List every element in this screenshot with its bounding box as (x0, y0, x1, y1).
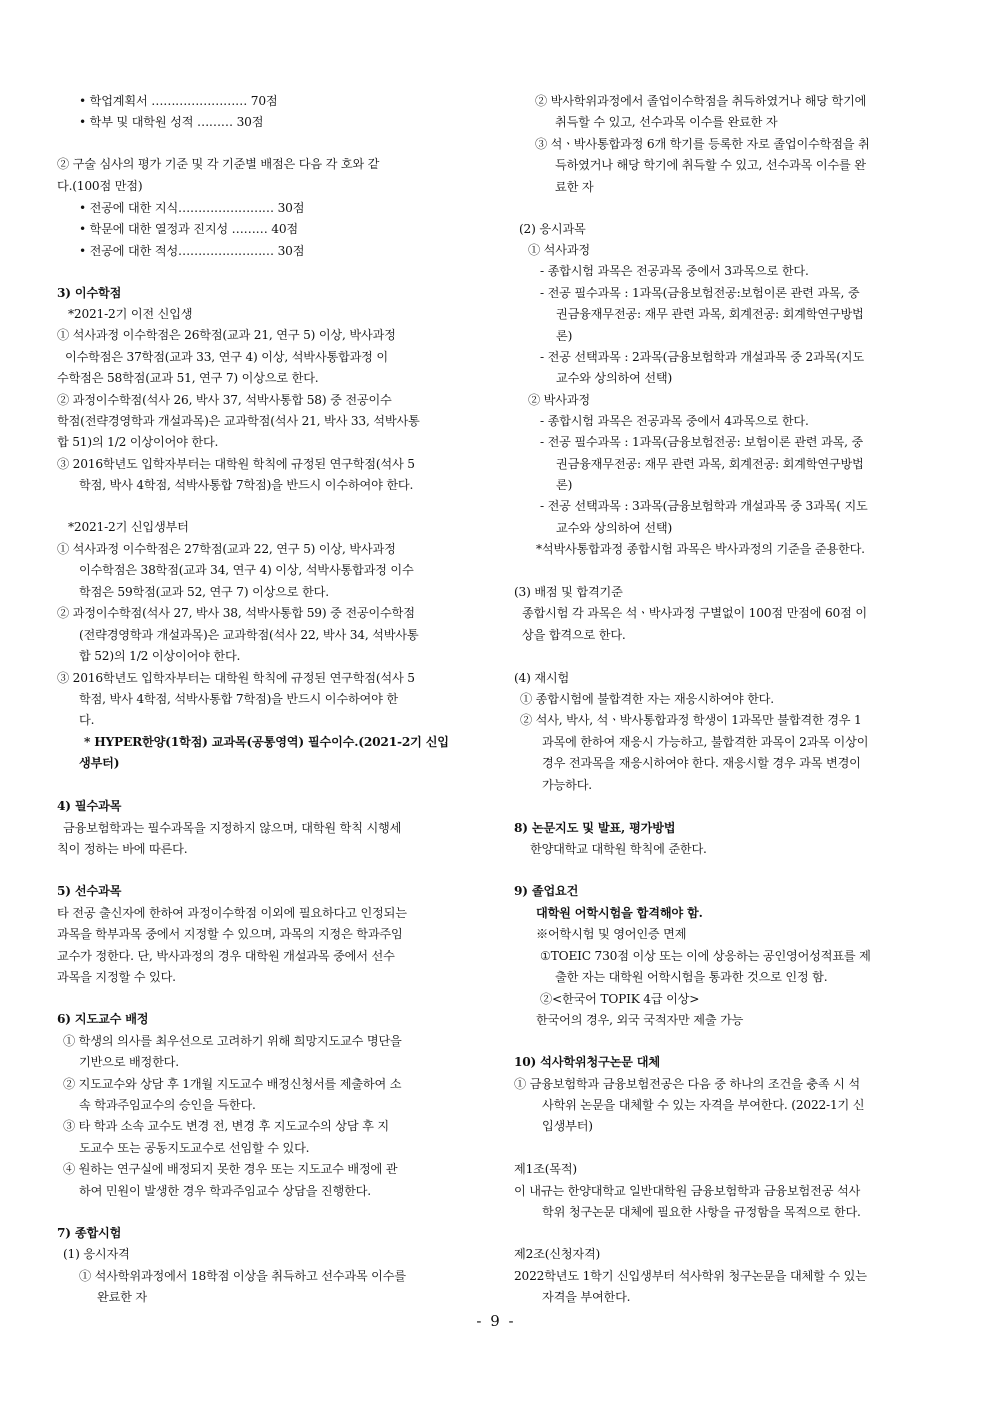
text-line: 하여 민원이 발생한 경우 학과주임교수 상담을 진행한다. (79, 1184, 371, 1198)
text-line: ③ 2016학년도 입학자부터는 대학원 학칙에 규정된 연구학점(석사 5 (57, 457, 415, 471)
section-heading: 9) 졸업요건 (514, 884, 579, 898)
section-heading: 3) 이수학점 (57, 286, 122, 300)
text-line: ② 과정이수학점(석사 27, 박사 38, 석박사통합 59) 중 전공이수학점 (57, 606, 415, 620)
text-line: ①TOEIC 730점 이상 또는 이에 상응하는 공인영어성적표를 제 (540, 949, 871, 963)
text-line: - 종합시험 과목은 전공과목 중에서 4과목으로 한다. (540, 414, 809, 428)
text-line: - 전공 선택과목 : 2과목(금융보험학과 개설과목 중 2과목(지도 (540, 350, 864, 364)
section-heading: 대학원 어학시험을 합격해야 함. (536, 906, 703, 920)
text-line: 교수가 정한다. 단, 박사과정의 경우 대학원 개설과목 중에서 선수 (57, 949, 395, 963)
text-line: ③ 2016학년도 입학자부터는 대학원 학칙에 규정된 연구학점(석사 5 (57, 671, 415, 685)
section-heading: 5) 선수과목 (57, 884, 122, 898)
text-line: 다. (79, 713, 95, 727)
text-line: 다.(100점 만점) (57, 179, 143, 193)
text-line: ① 학생의 의사를 최우선으로 고려하기 위해 희망지도교수 명단을 (63, 1034, 402, 1048)
text-line: 한양대학교 대학원 학칙에 준한다. (530, 842, 707, 856)
text-line: 경우 전과목을 재응시하여야 한다. 재응시할 경우 과목 변경이 (542, 756, 861, 770)
text-line: 상을 합격으로 한다. (522, 628, 626, 642)
text-line: ① 석사과정 이수학점은 26학점(교과 21, 연구 5) 이상, 박사과정 (57, 328, 396, 342)
text-line: 제2조(신청자격) (514, 1247, 601, 1261)
text-line: *2021-2기 신입생부터 (68, 520, 189, 534)
text-line: ③ 석ㆍ박사통합과정 6개 학기를 등록한 자로 졸업이수학점을 취 (535, 137, 870, 151)
text-line: 사학위 논문을 대체할 수 있는 자격을 부여한다. (2022-1기 신 (542, 1098, 865, 1112)
text-line: 한국어의 경우, 외국 국적자만 제출 가능 (536, 1013, 744, 1027)
section-heading: 7) 종합시험 (57, 1226, 122, 1240)
text-line: • 학업계획서 …………………… 70점 (79, 94, 278, 108)
text-line: ②<한국어 TOPIK 4급 이상> (540, 992, 700, 1006)
section-heading: 6) 지도교수 배정 (57, 1012, 149, 1026)
text-line: 타 전공 출신자에 한하여 과정이수학점 이외에 필요하다고 인정되는 (57, 906, 407, 920)
text-line: ① 석사과정 (528, 243, 590, 257)
text-line: 료한 자 (555, 180, 594, 194)
text-line: 합 51)의 1/2 이상이어야 한다. (57, 435, 219, 449)
text-line: 교수와 상의하여 선택) (556, 371, 673, 385)
text-line: - 전공 필수과목 : 1과목(금융보험전공:보험이론 관련 과목, 중 (540, 286, 860, 300)
text-line: 과목에 한하여 재응시 가능하고, 불합격한 과목이 2과목 이상이 (542, 735, 869, 749)
text-line: 이 내규는 한양대학교 일반대학원 금융보험학과 금융보험전공 석사 (514, 1184, 861, 1198)
text-line: 득하였거나 해당 학기에 취득할 수 있고, 선수과목 이수를 완 (555, 158, 866, 172)
text-line: 이수학점은 37학점(교과 33, 연구 4) 이상, 석박사통합과정 이 (65, 350, 388, 364)
text-line: • 학문에 대한 열정과 진지성 ……… 40점 (79, 222, 298, 236)
section-heading: * HYPER한양(1학점) 교과목(공통영역) 필수이수.(2021-2기 신입 (84, 735, 449, 749)
text-line: - 종합시험 과목은 전공과목 중에서 3과목으로 한다. (540, 264, 809, 278)
text-line: ④ 원하는 연구실에 배정되지 못한 경우 또는 지도교수 배정에 관 (63, 1162, 398, 1176)
text-line: 도교수 또는 공동지도교수로 선임할 수 있다. (79, 1141, 310, 1155)
text-line: 권금융재무전공: 재무 관련 과목, 회계전공: 회계학연구방법 (556, 307, 864, 321)
text-line: 취득할 수 있고, 선수과목 이수를 완료한 자 (555, 115, 778, 129)
text-line: ① 석사학위과정에서 18학점 이상을 취득하고 선수과목 이수를 (79, 1269, 406, 1283)
text-line: 자격을 부여한다. (542, 1290, 631, 1304)
text-line: (4) 재시험 (514, 671, 570, 685)
text-line: 종합시험 각 과목은 석ㆍ박사과정 구별없이 100점 만점에 60점 이 (522, 606, 867, 620)
text-line: ③ 타 학과 소속 교수도 변경 전, 변경 후 지도교수의 상담 후 지 (63, 1119, 389, 1133)
text-line: 합 52)의 1/2 이상이어야 한다. (79, 649, 241, 663)
text-line: ② 석사, 박사, 석ㆍ박사통합과정 학생이 1과목만 불합격한 경우 1 (520, 713, 862, 727)
text-line: 입생부터) (542, 1119, 593, 1133)
text-line: ① 석사과정 이수학점은 27학점(교과 22, 연구 5) 이상, 박사과정 (57, 542, 396, 556)
text-line: 속 학과주임교수의 승인을 득한다. (79, 1098, 256, 1112)
text-line: (3) 배점 및 합격기준 (514, 585, 623, 599)
text-line: 학점은 59학점(교과 52, 연구 7) 이상으로 한다. (79, 585, 329, 599)
text-line: 기반으로 배정한다. (79, 1055, 179, 1069)
text-line: 학점, 박사 4학점, 석박사통합 7학점)을 반드시 이수하여야 한다. (79, 478, 414, 492)
text-line: ※어학시험 및 영어인증 면제 (536, 927, 687, 941)
text-line: *2021-2기 이전 신입생 (68, 307, 193, 321)
text-line: ② 박사과정 (528, 393, 590, 407)
text-line: 칙이 정하는 바에 따른다. (57, 842, 188, 856)
text-line: 이수학점은 38학점(교과 34, 연구 4) 이상, 석박사통합과정 이수 (79, 563, 414, 577)
text-line: 완료한 자 (97, 1290, 147, 1304)
text-line: ② 과정이수학점(석사 26, 박사 37, 석박사통합 58) 중 전공이수 (57, 393, 392, 407)
text-line: ② 박사학위과정에서 졸업이수학점을 취득하였거나 해당 학기에 (535, 94, 867, 108)
text-line: - 전공 선택과목 : 3과목(금융보험학과 개설과목 중 3과목( 지도 (540, 499, 868, 513)
text-line: • 전공에 대한 적성…………………… 30점 (79, 244, 305, 258)
text-line: (2) 응시과목 (519, 222, 586, 236)
section-heading: 4) 필수과목 (57, 799, 122, 813)
text-line: *석박사통합과정 종합시험 과목은 박사과정의 기준을 준용한다. (536, 542, 865, 556)
text-line: 금융보험학과는 필수과목을 지정하지 않으며, 대학원 학칙 시행세 (63, 821, 402, 835)
text-line: • 학부 및 대학원 성적 ……… 30점 (79, 115, 264, 129)
text-line: (전략경영학과 개설과목)은 교과학점(석사 22, 박사 34, 석박사통 (79, 628, 419, 642)
text-line: 수학점은 58학점(교과 51, 연구 7) 이상으로 한다. (57, 371, 319, 385)
section-heading: 10) 석사학위청구논문 대체 (514, 1055, 660, 1069)
text-line: 과목을 학부과목 중에서 지정할 수 있으며, 과목의 지정은 학과주임 (57, 927, 403, 941)
text-line: 출한 자는 대학원 어학시험을 통과한 것으로 인정 함. (555, 970, 828, 984)
text-line: ② 구술 심사의 평가 기준 및 각 기준별 배점은 다음 각 호와 같 (57, 157, 380, 171)
text-line: - 전공 필수과목 : 1과목(금융보험전공: 보험이론 관련 과목, 중 (540, 435, 864, 449)
page-number: - 9 - (476, 1312, 516, 1330)
text-line: 론) (556, 478, 573, 492)
text-line: ② 지도교수와 상담 후 1개월 지도교수 배정신청서를 제출하여 소 (63, 1077, 402, 1091)
text-line: • 전공에 대한 지식…………………… 30점 (79, 201, 305, 215)
text-line: 학점(전략경영학과 개설과목)은 교과학점(석사 21, 박사 33, 석박사통 (57, 414, 420, 428)
text-line: ① 종합시험에 불합격한 자는 재응시하여야 한다. (520, 692, 774, 706)
text-line: 과목을 지정할 수 있다. (57, 970, 176, 984)
text-line: 2022학년도 1학기 신입생부터 석사학위 청구논문을 대체할 수 있는 (514, 1269, 867, 1283)
text-line: 학위 청구논문 대체에 필요한 사항을 규정함을 목적으로 한다. (542, 1205, 861, 1219)
text-line: ① 금융보험학과 금융보험전공은 다음 중 하나의 조건을 충족 시 석 (514, 1077, 860, 1091)
text-line: 학점, 박사 4학점, 석박사통합 7학점)을 반드시 이수하여야 한 (79, 692, 398, 706)
section-heading: 8) 논문지도 및 발표, 평가방법 (514, 821, 676, 835)
text-line: 론) (556, 329, 573, 343)
text-line: 가능하다. (542, 778, 592, 792)
text-line: (1) 응시자격 (63, 1247, 130, 1261)
text-line: 권금융재무전공: 재무 관련 과목, 회계전공: 회계학연구방법 (556, 457, 864, 471)
section-heading: 생부터) (79, 756, 120, 770)
text-line: 제1조(목적) (514, 1162, 577, 1176)
text-line: 교수와 상의하여 선택) (556, 521, 673, 535)
